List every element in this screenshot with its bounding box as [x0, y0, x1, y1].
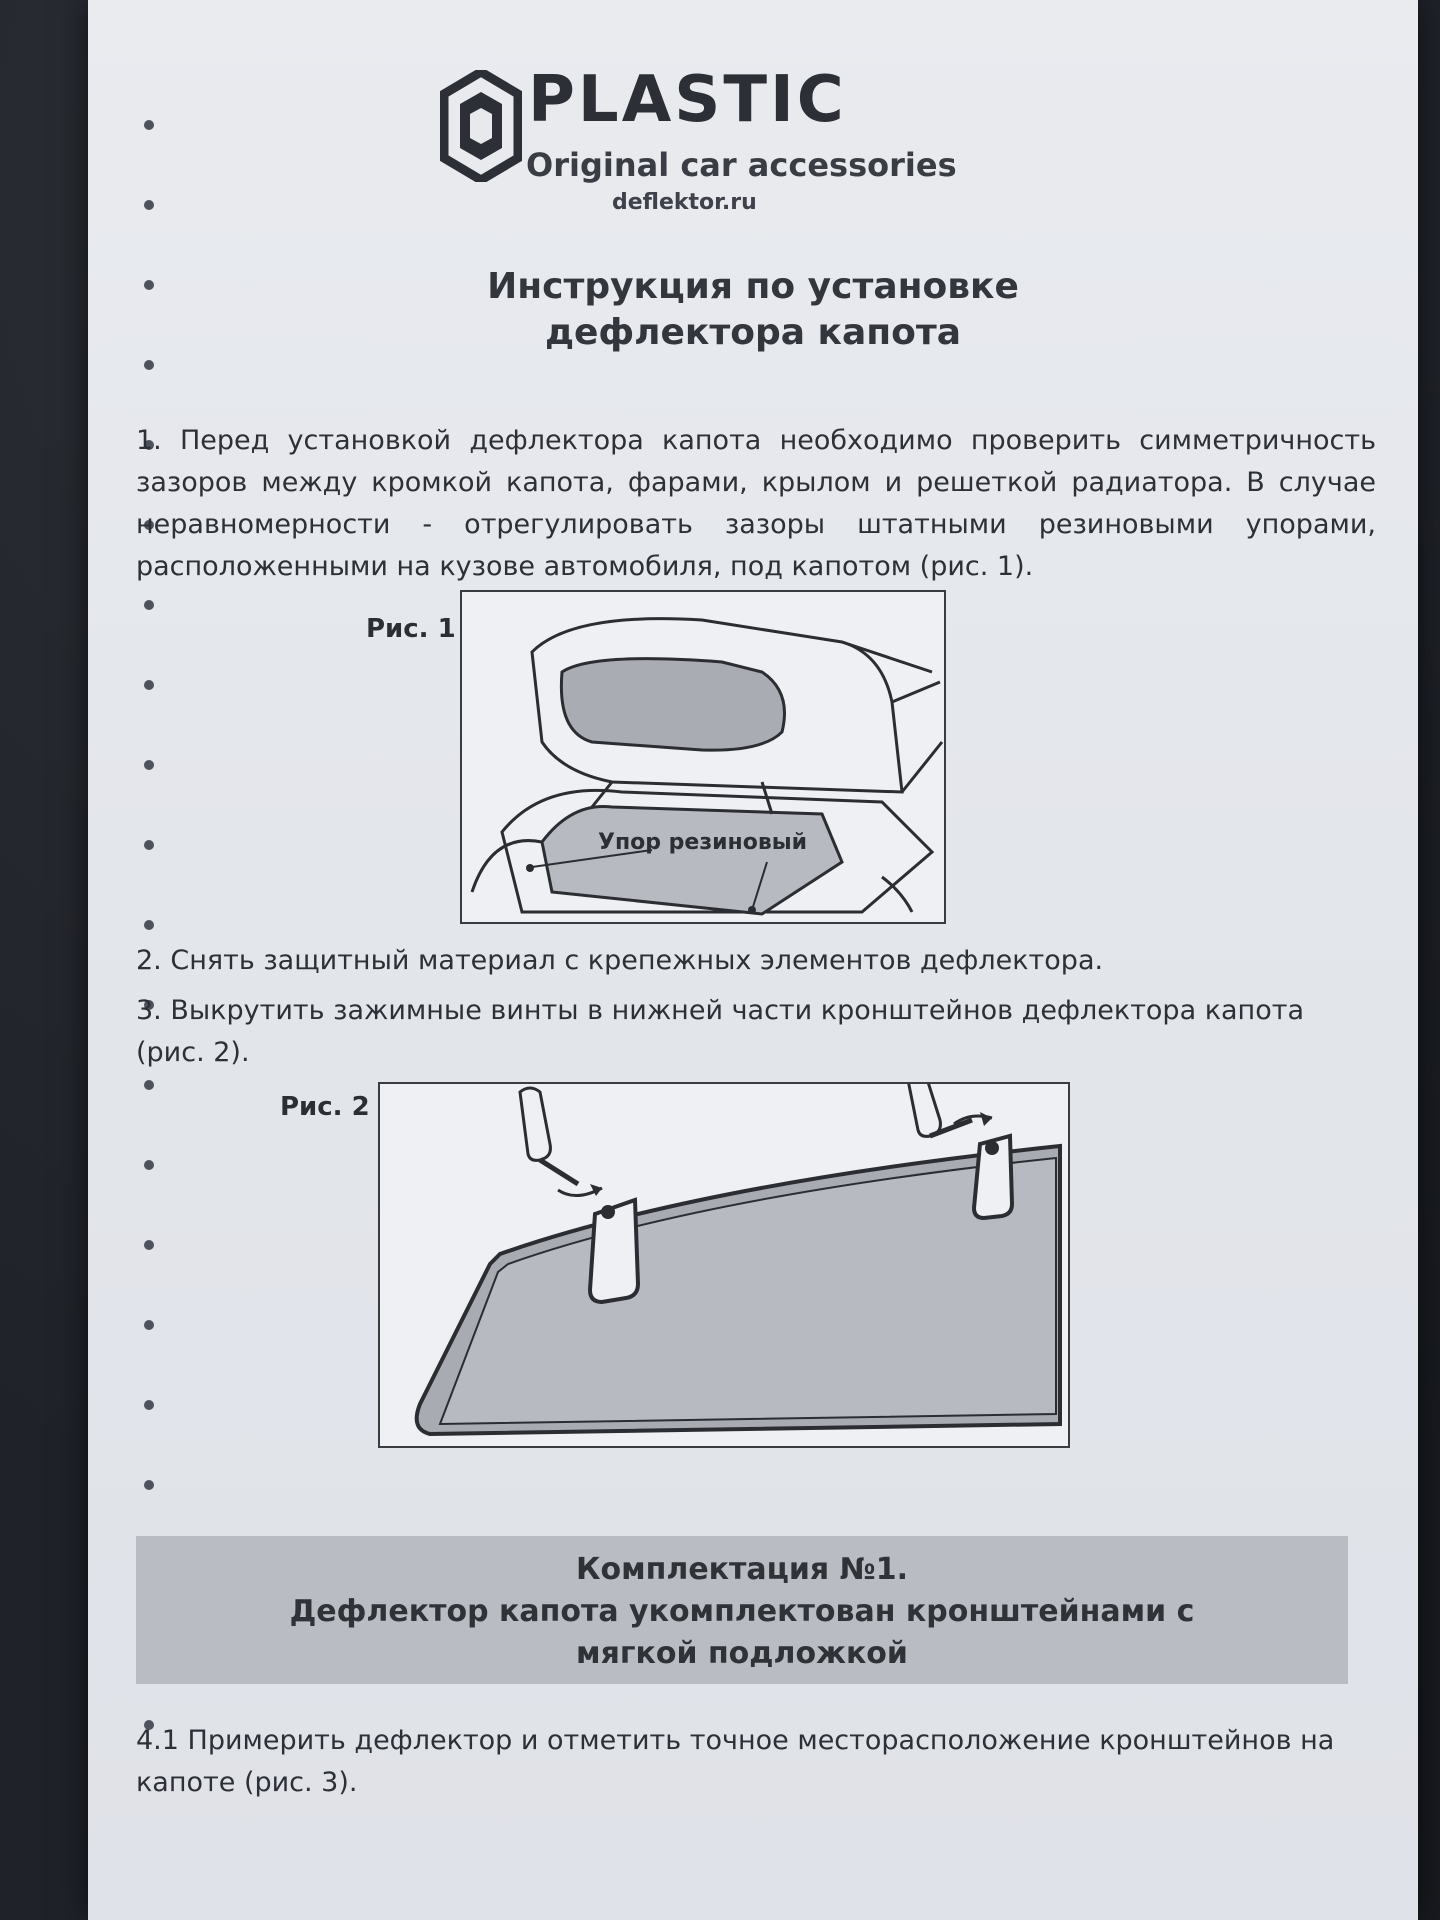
kit-info-banner [136, 1536, 1348, 1684]
brand-tagline: Original car accessories [526, 146, 957, 184]
document-title-line2: дефлектора капота [544, 312, 962, 353]
step-1-text: 1. Перед установкой дефлектора капота необходимо проверить симметричность зазоров между кромкой капота, фарами, крылом и решеткой радиатора. В случае неравномерности - отрегулировать зазоры штатными резиновыми упорами, расположенными на кузове автомобиля, под капотом (рис. 1). [136, 425, 1376, 582]
instruction-sheet [88, 0, 1418, 1920]
step-2-text: 2. Снять защитный материал с крепежных элементов дефлектора. [136, 945, 1104, 976]
kit-description-line2: мягкой подложкой [576, 1636, 908, 1671]
kit-title: Комплектация №1. [575, 1552, 909, 1587]
figure-1-caption-rubber-stop: Упор резиновый [598, 830, 808, 855]
document-title: Инструкция по установке [487, 266, 1019, 307]
figure-1-label: Рис. 1 [366, 614, 456, 644]
step-3-text: 3. Выкрутить зажимные винты в нижней части кронштейнов дефлектора капота (рис. 2). [136, 995, 1305, 1068]
step-4-1-text: 4.1 Примерить дефлектор и отметить точное месторасположение кронштейнов на капоте (рис. 3). [136, 1725, 1335, 1798]
hood-open-illustration [462, 592, 944, 922]
brand-name: PLASTIC [528, 63, 847, 137]
figure-2-deflector-diagram [378, 1082, 1070, 1448]
figure-1-hood-diagram [460, 590, 946, 924]
deflector-brackets-illustration [380, 1084, 1068, 1446]
figure-2-label: Рис. 2 [280, 1092, 370, 1122]
brand-logo [440, 64, 960, 214]
brand-website: deflektor.ru [612, 190, 757, 215]
kit-description: Дефлектор капота укомплектован кронштейнами с [289, 1594, 1195, 1629]
plastic-logo-icon [440, 70, 522, 182]
